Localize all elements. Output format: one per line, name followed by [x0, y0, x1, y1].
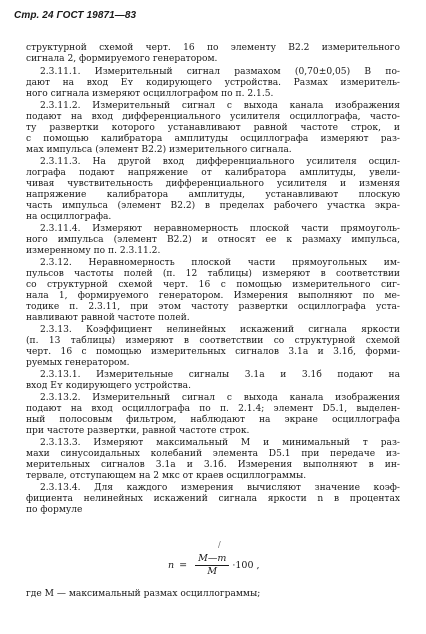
- formula: [168, 552, 260, 578]
- formula-multiplier: ·100 ,: [232, 559, 260, 571]
- text-line: сигнала 2, формируемого генератором.: [26, 54, 218, 64]
- text-line: по формуле: [26, 505, 83, 515]
- text-line: 2.3.13.3. Измеряют максимальный М и минимальный т раз-: [40, 438, 400, 448]
- scan-mark: /: [218, 540, 221, 549]
- text-line: черт. 16 с помощью измерительных сигналов 3.1а и 3.1б, форми-: [26, 347, 400, 357]
- text-line: 2.3.11.3. На другой вход дифференциального усилителя осцил-: [40, 157, 400, 167]
- text-line: 2.3.13.2. Измерительный сигнал с выхода канала изображения: [40, 393, 400, 403]
- text-line: 2.3.13.4. Для каждого измерения вычисляют значение коэф-: [40, 483, 400, 493]
- text-line: чивая чувствительность дифференциального усилителя и изменяя: [26, 179, 400, 189]
- text-line: на осциллографа.: [26, 212, 112, 222]
- text-line: мах импульса (элемент В2.2) измерительного сигнала.: [26, 145, 292, 155]
- text-line: напряжение калибратора амплитуды, устанавливают плоскую: [26, 190, 400, 200]
- text-line: ного импульса (элемент В2.2) и относят ее к размаху импульса,: [26, 235, 400, 245]
- text-line: фициента нелинейных искажений сигнала яркости n в процентах: [26, 494, 400, 504]
- formula-numerator: M—m: [195, 554, 229, 566]
- text-line: подают на вход осциллографа по п. 2.1.4; элемент D5.1, выделен-: [26, 404, 400, 414]
- text-line: пульсов частоты полей (п. 12 таблицы) измеряют в соответствии: [26, 269, 400, 279]
- page-header: Стр. 24 ГОСТ 19871—83: [14, 10, 137, 21]
- text-line: ту развертки которого устанавливают равной частоте строк, и: [26, 123, 400, 133]
- formula-lhs: n: [168, 559, 175, 571]
- text-line: 2.3.13. Коэффициент нелинейных искажений сигнала яркости: [40, 325, 400, 335]
- text-line: 2.3.13.1. Измерительные сигналы 3.1а и 3.1б подают на: [40, 370, 400, 380]
- text-line: 2.3.11.2. Измерительный сигнал с выхода канала изображения: [40, 101, 400, 111]
- text-line: мерительных сигналов 3.1а и 3.1б. Измерения выполняют в ин-: [26, 460, 400, 470]
- text-line: измеренному по п. 2.3.11.2.: [26, 246, 161, 256]
- text-line: навливают равной частоте полей.: [26, 313, 190, 323]
- text-line: тервале, отступающем на 2 мкс от краев осциллограммы.: [26, 471, 307, 481]
- text-line: дают на вход Еʏ кодирующего устройства. Размах измеритель-: [26, 78, 400, 88]
- text-line: 2.3.11.4. Измеряют неравномерность плоской части прямоуголь-: [40, 224, 400, 234]
- text-line: вход Еʏ кодирующего устройства.: [26, 381, 191, 391]
- text-line: где М — максимальный размах осциллограммы;: [26, 589, 261, 599]
- text-line: ный полосовым фильтром, наблюдают на экране осциллографа: [26, 415, 400, 425]
- text-line: с помощью калибратора амплитуды осциллографа измеряют раз-: [26, 134, 400, 144]
- text-line: структурной схемой черт. 16 по элементу В2.2 измерительного: [26, 43, 400, 53]
- text-line: 2.3.12. Неравномерность плоской части прямоугольных им-: [40, 258, 400, 268]
- text-line: подают на вход дифференциального усилителя осциллографа, часто-: [26, 112, 400, 122]
- text-line: часть импульса (элемент В2.2) в пределах рабочего участка экра-: [26, 201, 400, 211]
- text-line: руемых генератором.: [26, 358, 130, 368]
- text-line: тодике п. 2.3.11, при этом частоту развертки осциллографа уста-: [26, 302, 400, 312]
- text-line: нала 1, формируемого генератором. Измерения выполняют по ме-: [26, 291, 400, 301]
- text-line: махи синусоидальных колебаний элемента D5.1 при передаче из-: [26, 449, 400, 459]
- formula-equals: =: [179, 559, 188, 571]
- text-line: 2.3.11.1. Измерительный сигнал размахом (0,70±0,05) В по-: [40, 67, 400, 77]
- formula-denominator: M: [207, 565, 218, 577]
- text-line: со структурной схемой черт. 16 с помощью измерительного сиг-: [26, 280, 400, 290]
- formula-fraction: [195, 554, 229, 577]
- text-line: ного сигнала измеряют осциллографом по п. 2.1.5.: [26, 89, 274, 99]
- text-line: (п. 13 таблицы) измеряют в соответствии со структурной схемой: [26, 336, 400, 346]
- text-line: при частоте развертки, равной частоте строк.: [26, 426, 250, 436]
- text-line: лографа подают напряжение от калибратора амплитуды, увели-: [26, 168, 400, 178]
